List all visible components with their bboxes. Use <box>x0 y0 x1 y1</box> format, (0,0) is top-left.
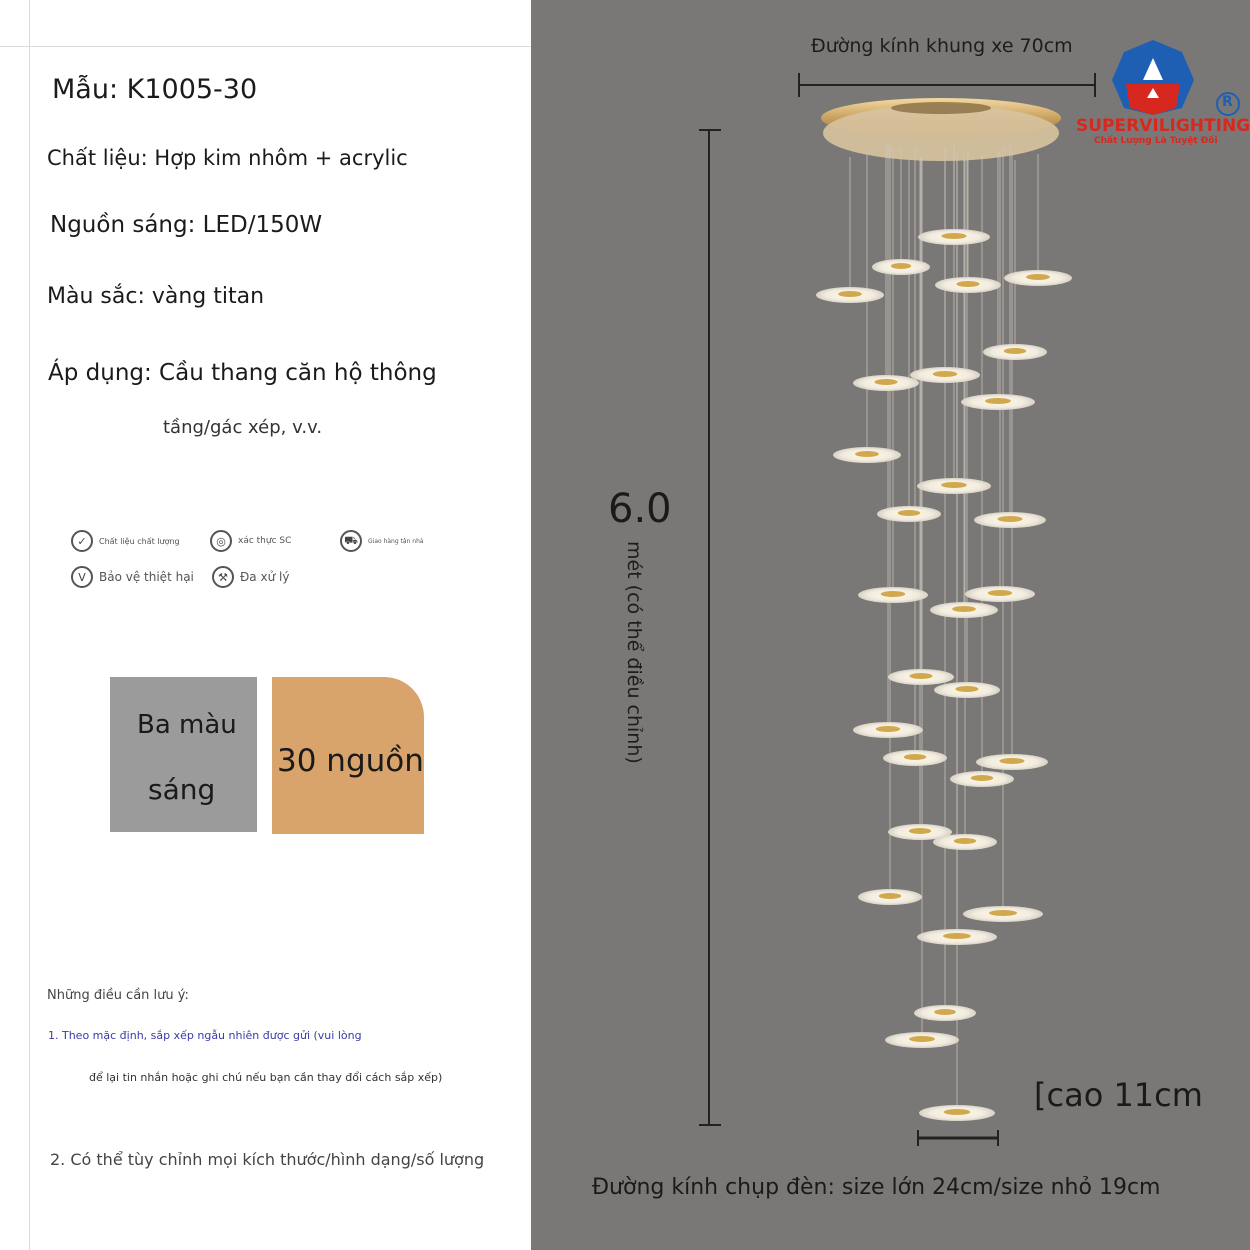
certified-icon: ◎ <box>210 530 232 552</box>
notes-heading: Những điều cần lưu ý: <box>47 988 189 1003</box>
color-text: Màu sắc: vàng titan <box>47 284 265 309</box>
model-text: Mẫu: K1005-30 <box>52 74 258 105</box>
brand-logo <box>1112 40 1194 115</box>
height-unit-label: mét (có thể điều chỉnh) <box>623 541 645 764</box>
lamp-led-core <box>933 371 958 377</box>
lamp-led-core <box>876 726 901 732</box>
lamp-led-core <box>944 1109 971 1115</box>
lamp-led-core <box>909 1036 935 1042</box>
badge-quality <box>71 530 180 552</box>
brand-name <box>1076 116 1250 136</box>
ceiling-canopy <box>821 98 1061 161</box>
lamp-led-core <box>909 828 931 834</box>
lamp-led-core <box>989 910 1017 916</box>
material-text: Chất liệu: Hợp kim nhôm + acrylic <box>47 146 408 170</box>
frame-diameter-label: Đường kính khung xe 70cm <box>811 35 1073 57</box>
lamp-led-core <box>985 398 1011 404</box>
swatch-gray-line1: Ba màu <box>137 710 237 740</box>
swatch-30-sources <box>272 677 424 834</box>
badge-label: Giao hàng tận nhà <box>368 537 424 545</box>
tools-icon: ⚒ <box>212 566 234 588</box>
lamp-led-core <box>891 263 911 269</box>
top-divider <box>0 46 531 47</box>
quality-icon: ✓ <box>71 530 93 552</box>
badge-label: xác thực SC <box>238 536 292 546</box>
notes-item1: 1. Theo mặc định, sắp xếp ngẫu nhiên được gửi (vui lòng <box>48 1029 362 1042</box>
lamp-led-core <box>881 591 906 597</box>
badge-label: Bảo vệ thiệt hại <box>99 570 194 584</box>
light-source-text: Nguồn sáng: LED/150W <box>50 212 323 238</box>
brand-name-text: SUPERVILIGHTING <box>1076 116 1250 136</box>
lamp-led-core <box>971 775 993 781</box>
lamp-led-core <box>999 758 1024 764</box>
lamp-led-core <box>952 606 976 612</box>
badge-label: Đa xử lý <box>240 570 290 584</box>
registered-mark: R <box>1222 94 1233 110</box>
shade-diameter-label: Đường kính chụp đèn: size lớn 24cm/size nhỏ 19cm <box>592 1175 1161 1200</box>
badge-certified <box>210 530 291 552</box>
lamp-led-core <box>1004 348 1026 354</box>
lamp-led-core <box>904 754 926 760</box>
product-panel <box>531 0 1250 1250</box>
lamp-led-core <box>898 510 920 516</box>
spec-panel <box>0 0 531 1250</box>
badge-processing <box>212 566 289 588</box>
swatch-gold-text: 30 nguồn <box>277 743 424 779</box>
badge-delivery <box>340 530 424 552</box>
lamp-led-core <box>954 838 976 844</box>
lamp-led-core <box>943 933 971 939</box>
lamp-led-core <box>934 1009 956 1015</box>
lamp-led-core <box>838 291 862 297</box>
height-value: 6.0 <box>608 486 672 532</box>
lamp-led-core <box>1026 274 1050 280</box>
application-text-cont: tầng/gác xép, v.v. <box>163 417 323 438</box>
shield-icon: V <box>71 566 93 588</box>
lamp-led-core <box>997 516 1022 522</box>
lamp-led-core <box>988 590 1013 596</box>
lamp-led-core <box>955 686 978 692</box>
lamp-led-core <box>941 482 967 488</box>
swatch-gray-line2: sáng <box>148 773 216 806</box>
notes-item2: 2. Có thể tùy chỉnh mọi kích thước/hình dạng/số lượng <box>50 1150 485 1169</box>
shade-height-label: [cao 11cm <box>1034 1076 1203 1114</box>
lamp-led-core <box>909 673 932 679</box>
cart-icon: ⛟ <box>340 530 362 552</box>
frame-dimension-line <box>799 73 1095 97</box>
badge-protection <box>71 566 194 588</box>
lamp-led-core <box>879 893 901 899</box>
lamp-led-core <box>941 233 966 239</box>
brand-tagline: Chất Lượng Là Tuyệt Đối <box>1094 136 1218 146</box>
notes-item1-cont: để lại tin nhắn hoặc ghi chú nếu bạn cần thay đổi cách sắp xếp) <box>89 1071 443 1084</box>
height-dimension-line <box>699 130 721 1125</box>
application-text: Áp dụng: Cầu thang căn hộ thông <box>48 360 437 386</box>
swatch-three-colors <box>110 677 257 832</box>
lamp-led-core <box>956 281 979 287</box>
lamp-shades <box>816 229 1072 1121</box>
badge-label: Chất liệu chất lượng <box>99 536 180 546</box>
shade-dimension-line <box>918 1130 998 1146</box>
lamp-led-core <box>855 451 879 457</box>
left-border-line <box>29 0 30 1250</box>
lamp-led-core <box>874 379 897 385</box>
